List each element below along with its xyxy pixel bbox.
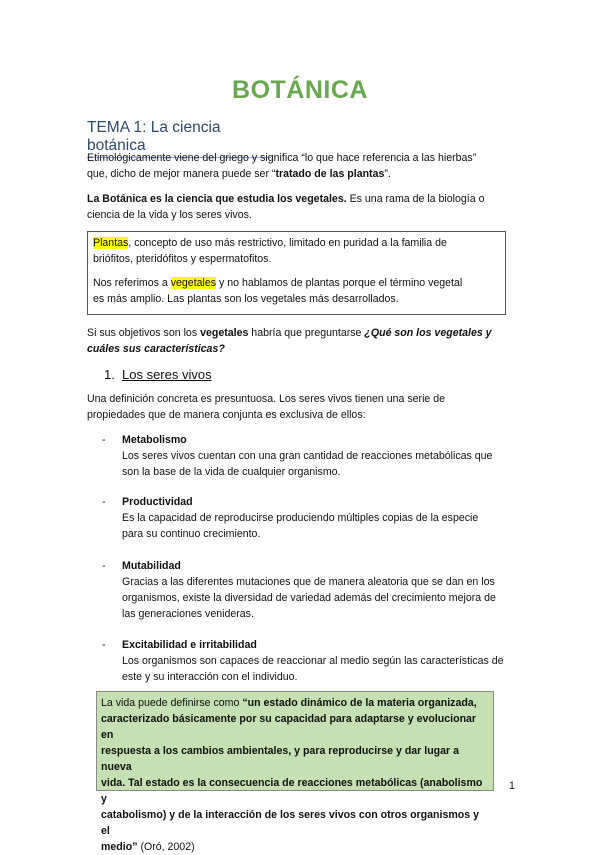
quote-line-1-bold: “un estado dinámico de la materia organizada, [242,697,477,709]
subsection-label: Los seres vivos [122,367,212,382]
question-line-2: cuáles sus características? [87,343,225,355]
bullet-dash: - [102,560,106,572]
property-body [122,558,522,622]
definition-bold: La Botánica es la ciencia que estudia los vegetales. [87,193,347,205]
property-name: Excitabilidad e irritabilidad [122,639,257,651]
question-line-1 [87,325,527,341]
property-line: este y su interacción con el individuo. [122,671,298,683]
quote-line-3: respuesta a los cambios ambientales, y para reproducirse y dar lugar a nueva [101,745,459,773]
property-name: Metabolismo [122,434,187,446]
quote-line-4: vida. Tal estado es la consecuencia de reacciones metabólicas (anabolismo y [101,777,483,805]
bullet-dash: - [102,496,106,508]
quote-line-6 [101,839,489,855]
property-line: Los organismos son capaces de reaccionar al medio según las características de [122,655,504,667]
highlight-vegetales: vegetales [170,277,217,289]
question-bold: vegetales [200,327,249,339]
box-line-3 [93,275,493,291]
seres-intro-line-1: Una definición concreta es presuntuosa. Los seres vivos tienen una serie de [87,393,446,405]
intro-line-2-bold: tratado de las plantas [275,168,385,180]
property-line: las generaciones venideras. [122,608,254,620]
quote-citation: (Oró, 2002) [137,841,195,853]
property-line: organismos, existe la diversidad de variedad además del crecimiento mejora de [122,592,496,604]
property-line: son la base de la vida de cualquier organismo. [122,466,341,478]
definition-paragraph [87,191,527,223]
property-line: Gracias a las diferentes mutaciones que de manera aleatoria que se dan en los [122,576,495,588]
highlight-plantas: Plantas [93,237,129,249]
box-line-4: es más amplio. Las plantas son los vegetales más desarrollados. [93,293,399,305]
question-paragraph [87,325,527,357]
quote-line-6-bold: medio” [101,841,138,853]
property-line: para su continuo crecimiento. [122,528,261,540]
quote-line-1-pre: La vida puede definirse como [101,697,243,709]
subsection-heading [104,367,212,382]
intro-line-2-post: ”. [384,168,391,180]
question-mid: habría que preguntarse [248,327,365,339]
property-name: Productividad [122,496,193,508]
box-line-1 [93,235,493,251]
box-line-3-rest: y no hablamos de plantas porque el término vegetal [216,277,463,289]
quote-line-2: caracterizado básicamente por su capacidad para adaptarse y evolucionar en [101,713,477,741]
page-number: 1 [509,780,515,792]
property-name: Mutabilidad [122,560,181,572]
box-line-3-pre: Nos referimos a [93,277,171,289]
property-body [122,637,522,685]
life-definition-quote-box [96,691,494,853]
bullet-dash: - [102,639,106,651]
question-italic-1: ¿Qué son los vegetales y [364,327,492,339]
quote-line-5: catabolismo) y de la interacción de los seres vivos con otros organismos y el [101,809,479,837]
definition-line-2: ciencia de la vida y los seres vivos. [87,209,252,221]
property-line: Los seres vivos cuentan con una gran cantidad de reacciones metabólicas que [122,450,493,462]
bullet-dash: - [102,434,106,446]
document-title: BOTÁNICA [232,76,368,104]
intro-paragraph [87,150,527,182]
plants-note-box [87,231,506,315]
intro-line-2-pre: que, dicho de mejor manera puede ser “ [87,168,276,180]
quote-line-1 [101,695,489,711]
definition-line-1 [87,191,527,207]
section-heading-text: TEMA 1: La ciencia botánica [87,119,271,158]
box-line-2: briófitos, pteridófitos y espermatofitos. [93,253,272,265]
property-body [122,432,522,480]
seres-intro-paragraph [87,391,527,423]
subsection-number: 1. [104,367,115,382]
seres-intro-line-2: propiedades que de manera conjunta es exclusiva de ellos: [87,409,366,421]
box-line-1-rest: , concepto de uso más restrictivo, limitado en puridad a la familia de [128,237,447,249]
intro-line-1: Etimológicamente viene del griego y significa “lo que hace referencia a las hierbas” [87,152,477,164]
intro-line-2 [87,166,527,182]
question-pre: Si sus objetivos son los [87,327,201,339]
property-line: Es la capacidad de reproducirse produciendo múltiples copias de la especie [122,512,479,524]
definition-rest: Es una rama de la biología o [346,193,485,205]
property-body [122,494,522,542]
